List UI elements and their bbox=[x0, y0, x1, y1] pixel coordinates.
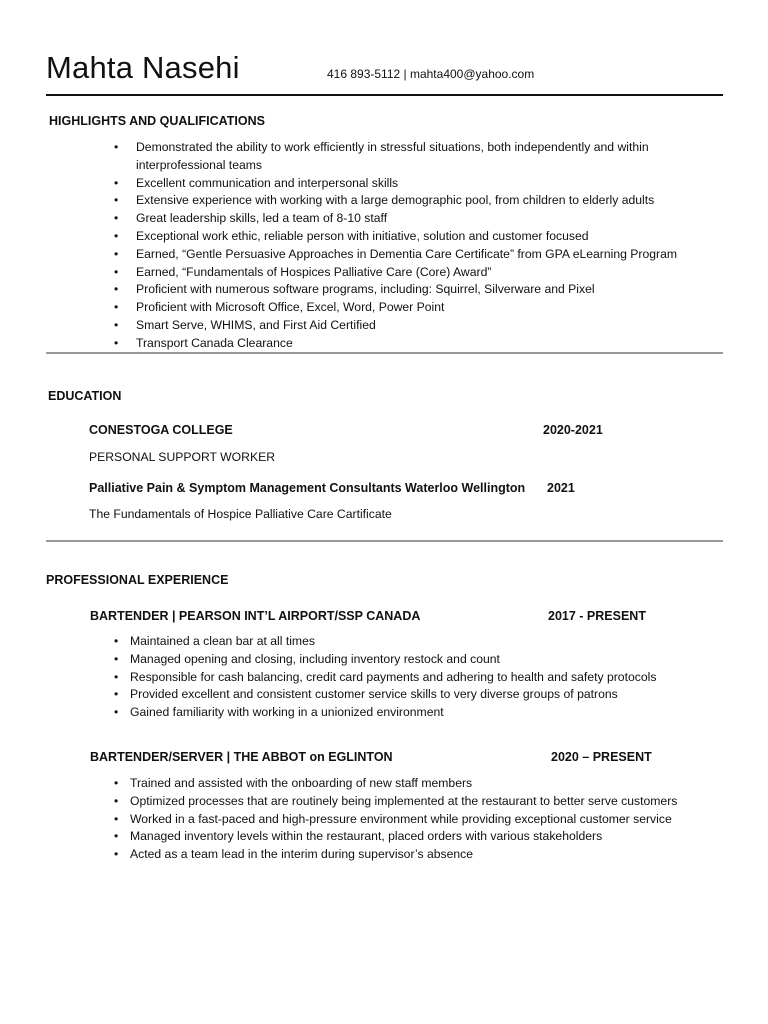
list-item: • Provided excellent and consistent customer service skills to very diverse groups of patrons bbox=[130, 686, 690, 704]
highlights-heading: HIGHLIGHTS AND QUALIFICATIONS bbox=[49, 114, 265, 128]
list-item: • Excellent communication and interpersonal skills bbox=[136, 175, 726, 193]
list-item: • Trained and assisted with the onboarding of new staff members bbox=[130, 775, 690, 793]
list-item: • Managed inventory levels within the restaurant, placed orders with various stakeholders bbox=[130, 828, 690, 846]
experience-heading: PROFESSIONAL EXPERIENCE bbox=[46, 573, 229, 587]
job-bullets bbox=[130, 633, 690, 722]
list-item: • Extensive experience with working with a large demographic pool, from children to elderly adults bbox=[136, 192, 726, 210]
job-dates: 2020 – PRESENT bbox=[551, 750, 652, 764]
list-item: • Earned, “Fundamentals of Hospices Palliative Care (Core) Award” bbox=[136, 264, 726, 282]
school-years: 2020-2021 bbox=[543, 423, 603, 437]
list-item: • Maintained a clean bar at all times bbox=[130, 633, 690, 651]
resume-name: Mahta Nasehi bbox=[46, 50, 240, 85]
list-item: • Exceptional work ethic, reliable person with initiative, solution and customer focused bbox=[136, 228, 726, 246]
list-item: • Earned, “Gentle Persuasive Approaches in Dementia Care Certificate” from GPA eLearning Program bbox=[136, 246, 726, 264]
list-item: • Gained familiarity with working in a unionized environment bbox=[130, 704, 690, 722]
section-divider bbox=[46, 352, 723, 354]
list-item: • Acted as a team lead in the interim during supervisor’s absence bbox=[130, 846, 690, 864]
section-divider bbox=[46, 540, 723, 542]
highlights-list bbox=[136, 139, 726, 353]
list-item: • Managed opening and closing, including inventory restock and count bbox=[130, 651, 690, 669]
job-dates: 2017 - PRESENT bbox=[548, 609, 646, 623]
school-years: 2021 bbox=[547, 481, 575, 495]
contact-info: 416 893-5112 | mahta400@yahoo.com bbox=[327, 67, 535, 81]
list-item: • Worked in a fast-paced and high-pressure environment while providing exceptional customer service bbox=[130, 811, 690, 829]
list-item: • Demonstrated the ability to work efficiently in stressful situations, both independently and within interprofessional teams bbox=[136, 139, 726, 175]
list-item: • Smart Serve, WHIMS, and First Aid Certified bbox=[136, 317, 726, 335]
list-item: • Optimized processes that are routinely being implemented at the restaurant to better serve customers bbox=[130, 793, 690, 811]
program-name: PERSONAL SUPPORT WORKER bbox=[89, 450, 276, 464]
list-item: • Responsible for cash balancing, credit card payments and adhering to health and safety protocols bbox=[130, 669, 690, 687]
school-name: Palliative Pain & Symptom Management Consultants Waterloo Wellington bbox=[89, 481, 526, 495]
job-bullets bbox=[130, 775, 690, 864]
list-item: • Proficient with Microsoft Office, Excel, Word, Power Point bbox=[136, 299, 726, 317]
list-item: • Proficient with numerous software programs, including: Squirrel, Silverware and Pixel bbox=[136, 281, 726, 299]
list-item: • Great leadership skills, led a team of 8-10 staff bbox=[136, 210, 726, 228]
job-title: BARTENDER/SERVER | THE ABBOT on EGLINTON bbox=[90, 750, 393, 764]
education-heading: EDUCATION bbox=[48, 389, 122, 403]
list-item: • Transport Canada Clearance bbox=[136, 335, 726, 353]
school-name: CONESTOGA COLLEGE bbox=[89, 423, 233, 437]
header-divider bbox=[46, 94, 723, 96]
job-title: BARTENDER | PEARSON INT’L AIRPORT/SSP CANADA bbox=[90, 609, 421, 623]
program-name: The Fundamentals of Hospice Palliative Care Cartificate bbox=[89, 507, 392, 521]
